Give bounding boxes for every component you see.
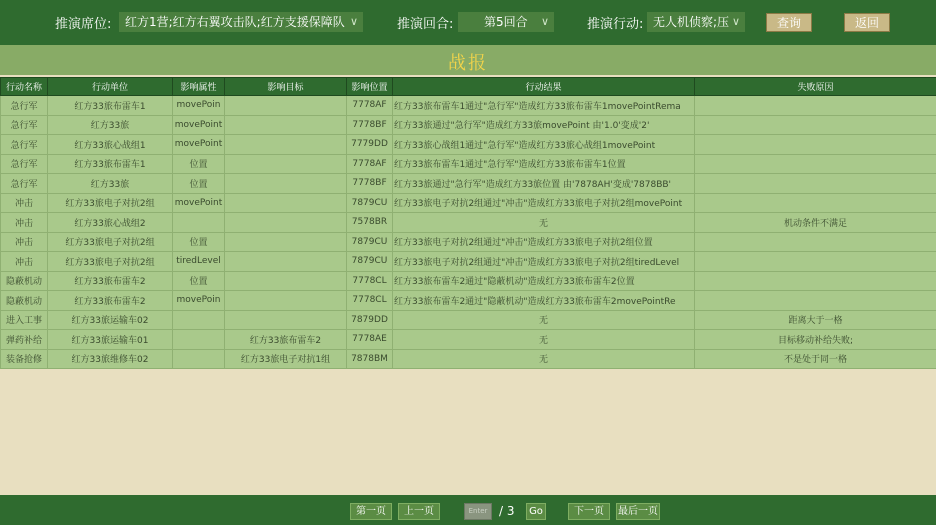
table-cell: [695, 252, 936, 272]
table-cell: [225, 310, 347, 330]
table-cell: [225, 271, 347, 291]
table-cell: 红方33旅布雷车1: [48, 96, 173, 116]
table-cell: [173, 349, 225, 369]
table-cell: 弹药补给: [1, 330, 48, 350]
table-cell: [695, 96, 936, 116]
table-cell: 红方33旅运输车01: [48, 330, 173, 350]
table-cell: 红方33旅: [48, 115, 173, 135]
table-cell: 红方33旅心战组1通过"急行军"造成红方33旅心战组1movePoint: [393, 135, 695, 155]
go-button[interactable]: Go: [526, 503, 546, 520]
seat-label: 推演席位:: [55, 17, 112, 32]
battle-report-table: [0, 77, 936, 369]
first-page-button[interactable]: 第一页: [350, 503, 392, 520]
table-cell: [695, 271, 936, 291]
round-select[interactable]: [458, 12, 554, 32]
table-cell: 红方33旅通过"急行军"造成红方33旅movePoint 由'1.0'变成'2': [393, 115, 695, 135]
table-cell: [225, 232, 347, 252]
back-button[interactable]: 返回: [844, 13, 890, 32]
table-cell: [695, 232, 936, 252]
table-cell: [225, 193, 347, 213]
table-cell: [173, 213, 225, 233]
table-cell: 红方33旅布雷车2: [225, 330, 347, 350]
table-cell: 7878BM: [347, 349, 393, 369]
table-cell: [695, 193, 936, 213]
action-select[interactable]: [647, 12, 745, 32]
round-label: 推演回合:: [397, 17, 454, 32]
table-cell: 红方33旅维修车02: [48, 349, 173, 369]
table-row[interactable]: [1, 96, 936, 116]
table-cell: 7879CU: [347, 193, 393, 213]
column-header[interactable]: 影响属性: [173, 78, 225, 96]
table-cell: 红方33旅电子对抗2组通过"冲击"造成红方33旅电子对抗2组位置: [393, 232, 695, 252]
table-cell: 无: [393, 349, 695, 369]
table-cell: 7778AF: [347, 154, 393, 174]
table-row[interactable]: [1, 330, 936, 350]
table-row[interactable]: [1, 213, 936, 233]
table-cell: 红方33旅: [48, 174, 173, 194]
table-cell: 7778BF: [347, 115, 393, 135]
table-cell: [225, 213, 347, 233]
table-cell: 7778AF: [347, 96, 393, 116]
table-row[interactable]: [1, 115, 936, 135]
table-cell: 7778CL: [347, 291, 393, 311]
table-cell: [695, 115, 936, 135]
column-header[interactable]: 行动名称: [1, 78, 48, 96]
table-cell: 急行军: [1, 135, 48, 155]
page-title: 战报: [448, 53, 488, 74]
table-cell: 急行军: [1, 154, 48, 174]
table-cell: 7879CU: [347, 252, 393, 272]
table-cell: [225, 115, 347, 135]
table-cell: [225, 96, 347, 116]
chevron-down-icon: ∨: [731, 15, 740, 28]
pagination-bar: [0, 495, 936, 525]
table-cell: [695, 174, 936, 194]
table-row[interactable]: [1, 232, 936, 252]
table-cell: movePoin: [173, 96, 225, 116]
chevron-down-icon: ∨: [349, 15, 358, 28]
table-cell: tiredLevel: [173, 252, 225, 272]
table-cell: 红方33旅电子对抗2组: [48, 252, 173, 272]
table-cell: 冲击: [1, 252, 48, 272]
table-cell: 隐蔽机动: [1, 291, 48, 311]
top-toolbar: [0, 0, 936, 45]
column-header[interactable]: 影响目标: [225, 78, 347, 96]
table-cell: 红方33旅心战组2: [48, 213, 173, 233]
query-button[interactable]: 查询: [766, 13, 812, 32]
table-cell: 红方33旅布雷车1: [48, 154, 173, 174]
table-cell: [695, 291, 936, 311]
column-header[interactable]: 失败原因: [695, 78, 936, 96]
table-cell: 目标移动补给失败;: [695, 330, 936, 350]
page-number-input[interactable]: Enter: [464, 503, 492, 520]
prev-page-button[interactable]: 上一页: [398, 503, 440, 520]
table-cell: 红方33旅布雷车1通过"急行军"造成红方33旅布雷车1位置: [393, 154, 695, 174]
table-cell: 无: [393, 310, 695, 330]
table-row[interactable]: [1, 193, 936, 213]
table-row[interactable]: [1, 349, 936, 369]
table-cell: 红方33旅电子对抗2组通过"冲击"造成红方33旅电子对抗2组movePoint: [393, 193, 695, 213]
table-cell: 位置: [173, 271, 225, 291]
table-cell: movePoint: [173, 135, 225, 155]
table-cell: [225, 154, 347, 174]
table-cell: [695, 135, 936, 155]
table-cell: 7778AE: [347, 330, 393, 350]
table-row[interactable]: [1, 174, 936, 194]
table-cell: [173, 310, 225, 330]
table-cell: 装备抢修: [1, 349, 48, 369]
round-select-value: 第5回合: [484, 15, 528, 29]
table-cell: 红方33旅电子对抗2组: [48, 232, 173, 252]
table-cell: 7779DD: [347, 135, 393, 155]
table-cell: 隐蔽机动: [1, 271, 48, 291]
table-row[interactable]: [1, 310, 936, 330]
table-cell: movePoint: [173, 193, 225, 213]
next-page-button[interactable]: 下一页: [568, 503, 610, 520]
table-cell: 7578BR: [347, 213, 393, 233]
table-cell: 位置: [173, 174, 225, 194]
table-cell: 位置: [173, 232, 225, 252]
table-cell: [225, 291, 347, 311]
table-cell: [225, 135, 347, 155]
chevron-down-icon: ∨: [540, 15, 549, 28]
table-cell: 7778BF: [347, 174, 393, 194]
table-cell: 7879CU: [347, 232, 393, 252]
table-cell: 红方33旅布雷车2通过"隐蔽机动"造成红方33旅布雷车2movePointRe: [393, 291, 695, 311]
table-cell: [173, 330, 225, 350]
table-cell: 急行军: [1, 174, 48, 194]
table-cell: 红方33旅运输车02: [48, 310, 173, 330]
table-cell: 不是处于同一格: [695, 349, 936, 369]
table-row[interactable]: [1, 252, 936, 272]
table-cell: 红方33旅电子对抗1组: [225, 349, 347, 369]
column-header[interactable]: 影响位置: [347, 78, 393, 96]
table-cell: 红方33旅布雷车2: [48, 271, 173, 291]
table-cell: 冲击: [1, 232, 48, 252]
table-cell: [225, 252, 347, 272]
table-cell: [695, 154, 936, 174]
table-cell: 红方33旅心战组1: [48, 135, 173, 155]
last-page-button[interactable]: 最后一页: [616, 503, 660, 520]
table-row[interactable]: [1, 135, 936, 155]
table-cell: 7879DD: [347, 310, 393, 330]
table-cell: 进入工事: [1, 310, 48, 330]
table-cell: 冲击: [1, 193, 48, 213]
action-label: 推演行动:: [587, 17, 644, 32]
table-row[interactable]: [1, 291, 936, 311]
seat-select-value: 红方1营;红方右翼攻击队;红方支援保障队: [125, 15, 345, 29]
action-select-value: 无人机侦察;压: [653, 15, 730, 29]
table-cell: 红方33旅布雷车1通过"急行军"造成红方33旅布雷车1movePointRema: [393, 96, 695, 116]
seat-select[interactable]: [119, 12, 363, 32]
table-cell: 红方33旅电子对抗2组: [48, 193, 173, 213]
table-cell: 距离大于一格: [695, 310, 936, 330]
table-cell: 冲击: [1, 213, 48, 233]
table-cell: 红方33旅通过"急行军"造成红方33旅位置 由'7878AH'变成'7878BB': [393, 174, 695, 194]
total-pages-text: / 3: [499, 504, 515, 518]
table-cell: 红方33旅电子对抗2组通过"冲击"造成红方33旅电子对抗2组tiredLevel: [393, 252, 695, 272]
column-header[interactable]: 行动结果: [393, 78, 695, 96]
table-cell: 7778CL: [347, 271, 393, 291]
table-cell: 急行军: [1, 96, 48, 116]
table-cell: 无: [393, 330, 695, 350]
title-bar: [0, 45, 936, 75]
table-cell: 机动条件不满足: [695, 213, 936, 233]
table-cell: 位置: [173, 154, 225, 174]
table-row[interactable]: [1, 271, 936, 291]
table-cell: 急行军: [1, 115, 48, 135]
table-cell: 无: [393, 213, 695, 233]
table-cell: [225, 174, 347, 194]
table-cell: 红方33旅布雷车2通过"隐蔽机动"造成红方33旅布雷车2位置: [393, 271, 695, 291]
table-cell: movePoint: [173, 115, 225, 135]
table-cell: 红方33旅布雷车2: [48, 291, 173, 311]
table-row[interactable]: [1, 154, 936, 174]
column-header[interactable]: 行动单位: [48, 78, 173, 96]
table-cell: movePoin: [173, 291, 225, 311]
table-header-row: [1, 78, 936, 96]
